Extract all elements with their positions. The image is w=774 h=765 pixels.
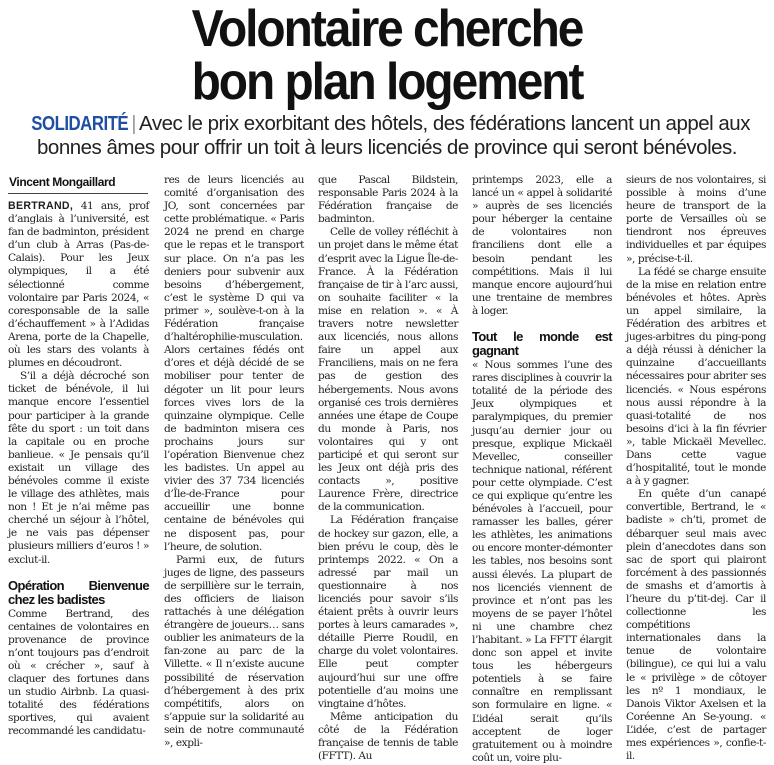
subhead-tout-le-monde: Tout le monde est gagnant <box>472 329 612 359</box>
byline: Vincent Mongaillard <box>9 175 116 189</box>
column-2 <box>164 174 304 750</box>
kicker-label: SOLIDARITÉ <box>31 112 129 135</box>
paragraph: S’il a déjà décroché son ticket de bénévole, il lui manque encore l’essentiel pour participer à la grande fête du sport : un toit dans la capitale ou en proche banlieue. « Je pensais qu’il existait un village des bénévoles comme il existe le village des athlètes, mais non ! Et je n’ai même pas cherché un séjour à l’hôtel, je ne vais pas dépenser plusieurs milliers d’euros ! » exclut-il. <box>8 370 149 566</box>
column-5 <box>626 174 766 763</box>
headline <box>0 0 774 111</box>
paragraph: res de leurs licenciés au comité d’organisation des JO, sont concernées par cette problématique. « Paris 2024 ne prend en charge que le repas et le transport sur place. On n’a pas les deniers pour subvenir aux besoins d’hébergement, c’est le système D qui va primer », soulève-t-on à la Fédération française d’haltérophilie-musculation. Alors certaines fédés ont d’ores et déjà décidé de se mobiliser pour tenter de dégoter un lit pour leurs forces vives lors de la quinzaine olympique. Celle de badminton misera ces prochains jours sur l’opération Bienvenue chez les badistes. Un appel au vivier des 37 734 licenciés d’Île-de-France pour accueillir une bonne centaine de bénévoles qui ne disposent pas, pour l’heure, de solution. <box>164 174 304 553</box>
lead-word: BERTRAND, <box>8 200 74 212</box>
paragraph: En quête d’un canapé convertible, Bertrand, le « badiste » ch’ti, promet de débarquer seul mais avec plein d’anecdotes dans son sac de sport qui plairont forcément à des passionnés de smashs et d’amortis à l’heure du p’tit-dej. Car il collectionne les compétitions internationales dans la tenue de volontaire (bilingue), ce qui lui a valu le « privilège » de côtoyer les nº 1 mondiaux, le Danois Viktor Axelsen et la Coréenne An Se-young. « L’idée, c’est de partager mes expériences », confie-t-il. <box>626 488 766 763</box>
deck-text: Avec le prix exorbitant des hôtels, des fédérations lancent un appel aux bonnes âmes pour offrir un toit à leurs licenciés de province qui seront bénévoles. <box>37 112 750 159</box>
kicker-separator: | <box>131 112 137 135</box>
paragraph: La Fédération française de hockey sur gazon, elle, a bien prévu le coup, dès le printemps 2022. « On a adressé par mail un questionnaire à nos licenciés pour savoir s’ils étaient prêts à ouvrir leurs portes à leurs camarades », détaille Pierre Roudil, en charge du volet volontaires. Elle peut compter aujourd’hui sur une offre potentielle d’au moins une vingtaine d’hôtes. <box>318 514 458 710</box>
column-4 <box>472 174 612 765</box>
paragraph: « Nous sommes l’une des rares disciplines à couvrir la totalité de la période des Jeux olympiques et paralympiques, du premier jusqu’au dernier jour ou presque, explique Mickaël Mevellec, conseiller technique national, référent pour cette olympiade. C’est ce qui explique qu’entre les bénévoles à l’accueil, pour ramasser les balles, gérer les athlètes, les animations ou encore monter-démonter les tables, nos besoins sont aussi élevés. La plupart de nos licenciés viennent de province et n’ont pas les moyens de se payer l’hôtel ni une chambre chez l’habitant. » La FFTT élargit donc son appel et invite tous les hébergeurs potentiels à se faire connaître en remplissant son formulaire en ligne. « L’idéal serait qu’ils acceptent de loger gratuitement ou à moindre coût un, voire plu- <box>472 359 612 764</box>
column-3 <box>318 174 458 763</box>
paragraph: Comme Bertrand, des centaines de volontaires en provenance de province n’ont toujours pas d’endroit où « crécher », sauf à claquer des fortunes dans un studio Airbnb. La quasi-totalité des fédérations sportives, qui avaient recommandé les candidatu- <box>8 607 149 738</box>
paragraph: Celle de volley réfléchit à un projet dans le même état d’esprit avec la Ligue Île-de-France. À la Fédération française de tir à l’arc aussi, on souhaite faciliter « la mise en relation ». « À travers notre newsletter aux licenciés, nous allons faire un appel aux Franciliens, mais on ne fera pas de gestion des hébergements. Nous avons organisé ces trois dernières années une étape de Coupe du monde à Paris, nos volontaires qui y ont participé et qui seront sur les Jeux ont déjà pris des contacts », positive Laurence Frère, directrice de la communication. <box>318 226 458 514</box>
paragraph: printemps 2023, elle a lancé un « appel à solidarité » auprès de ses licenciés pour héberger la centaine de volontaires non franciliens dont elle a besoin pendant les compétitions. Mais il lui manque encore aujourd’hui une trentaine de membres à loger. <box>472 174 612 317</box>
paragraph: Même anticipation du côté de la Fédération française de tennis de table (FFTT). Au <box>318 710 458 763</box>
lead-text: 41 ans, prof d’anglais à l’université, est fan de badminton, président d’un club à Arras (Pas-de-Calais). Pour les Jeux olympiques, il a été sélectionné comme volontaire par Paris 2024, « coresponsable de la salle d’échauffement » à l’Adidas Arena, porte de la Chapelle, où les stars des volants à plumes en découdront. <box>8 200 149 370</box>
subhead-operation-bienvenue: Opération Bienvenue chez les badistes <box>8 577 149 607</box>
deck <box>0 112 774 160</box>
paragraph: Parmi eux, de futurs juges de ligne, des passeurs de serpillière sur le terrain, des officiers de liaison rattachés à une délégation étrangère de joueurs… sans oublier les animateurs de la fan-zone au parc de la Villette. « Il n’existe aucune possibilité de réservation d’hébergement à des prix compétitifs, alors on s’appuie sur la solidarité au sein de notre communauté », expli- <box>164 553 304 750</box>
paragraph-lead <box>8 200 149 370</box>
column-1 <box>8 200 149 739</box>
paragraph: que Pascal Bildstein, responsable Paris 2024 à la Fédération française de badminton. <box>318 174 458 226</box>
paragraph: La fédé se charge ensuite de la mise en relation entre bénévoles et hôtes. Après un appel similaire, la Fédération des arbitres et juges-arbitres du ping-pong a déjà réussi à dénicher la quinzaine d’accueillants nécessaires pour abriter ses licenciés. « Nous espérons nous aussi répondre à la quasi-totalité de nos besoins d’ici à la fin février », table Mickaël Mevellec. Dans cette vague d’hospitalité, tout le monde a à y gagner. <box>626 265 766 488</box>
headline-line-2: bon plan logement <box>191 53 583 111</box>
headline-line-1: Volontaire cherche <box>191 0 583 58</box>
paragraph: sieurs de nos volontaires, si possible à moins d’une heure de transport de la porte de Versailles où se tiendront nos épreuves individuelles et par équipes », précise-t-il. <box>626 174 766 265</box>
byline-divider <box>8 193 148 194</box>
